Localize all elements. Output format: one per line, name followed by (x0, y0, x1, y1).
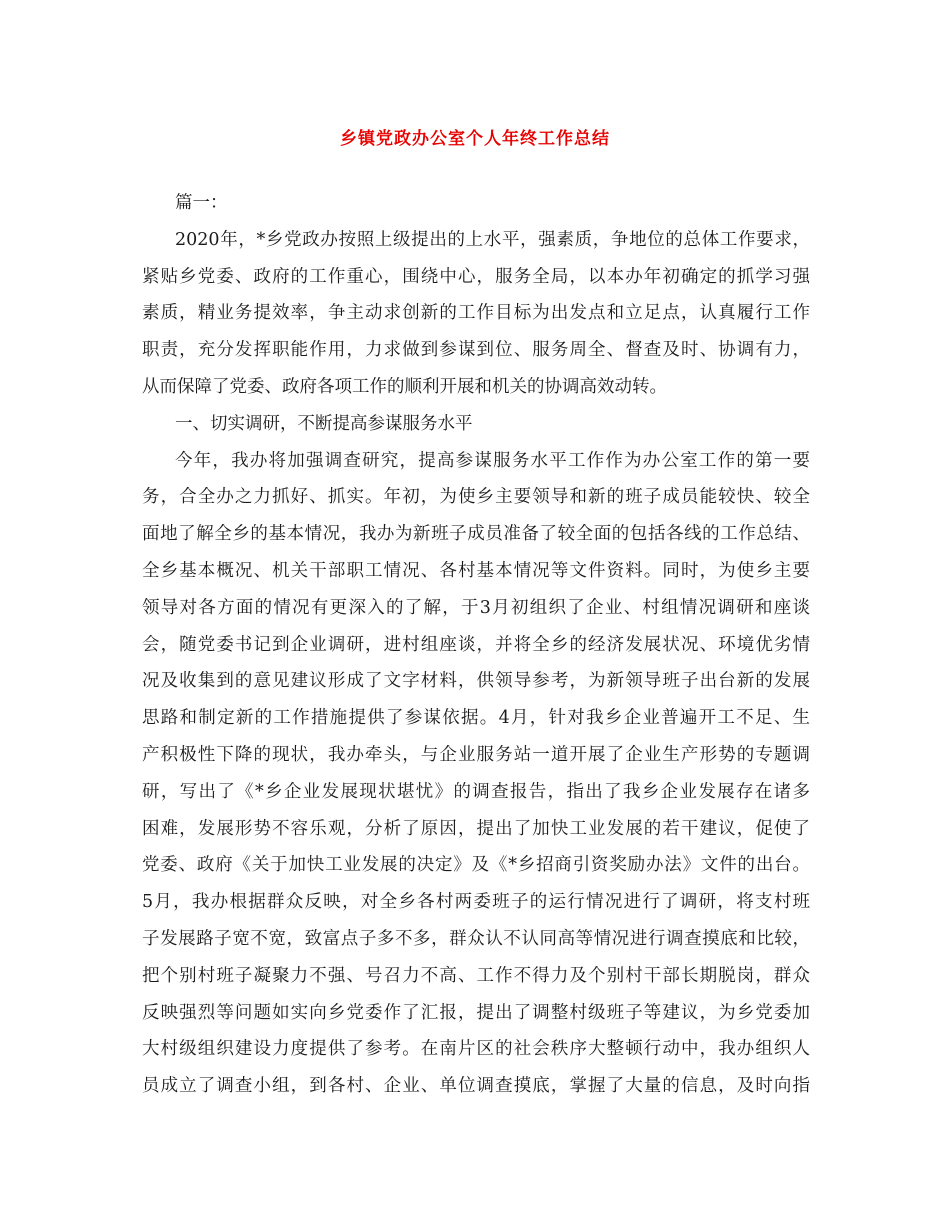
body-line: 紧贴乡党委、政府的工作重心，围绕中心，服务全局，以本办年初确定的抓学习强 (142, 266, 810, 287)
body-line: 大村级组织建设力度提供了参考。在南片区的社会秩序大整顿行动中，我办组织人 (142, 1039, 810, 1060)
body-line: 子发展路子宽不宽，致富点子多不多，群众认不认同高等情况进行调查摸底和比较， (142, 928, 810, 949)
body-line: 反映强烈等问题如实向乡党委作了汇报，提出了调整村级班子等建议，为乡党委加 (142, 1002, 810, 1023)
body-line: 况及收集到的意见建议形成了文字材料，供领导参考，为新领导班子出台新的发展 (142, 671, 810, 692)
section-label: 篇一： (175, 193, 228, 213)
body-line: 今年，我办将加强调查研究，提高参谋服务水平工作作为办公室工作的第一要 (175, 450, 810, 471)
body-line: 产积极性下降的现状，我办牵头，与企业服务站一道开展了企业生产形势的专题调 (142, 744, 810, 765)
body-line: 党委、政府《关于加快工业发展的决定》及《*乡招商引资奖励办法》文件的出台。 (142, 855, 810, 876)
body-line: 会，随党委书记到企业调研，进村组座谈，并将全乡的经济发展状况、环境优劣情 (142, 634, 810, 655)
section-heading: 一、切实调研，不断提高参谋服务水平 (175, 413, 473, 434)
body-line: 2020年，*乡党政办按照上级提出的上水平，强素质，争地位的总体工作要求， (175, 229, 810, 250)
body-line: 从而保障了党委、政府各项工作的顺利开展和机关的协调高效动转。 (142, 376, 667, 397)
body-line: 务，合全办之力抓好、抓实。年初，为使乡主要领导和新的班子成员能较快、较全 (142, 487, 810, 508)
body-line: 把个别村班子凝聚力不强、号召力不高、工作不得力及个别村干部长期脱岗，群众 (142, 965, 810, 986)
document-body (142, 185, 810, 1105)
body-line: 员成立了调查小组，到各村、企业、单位调查摸底，掌握了大量的信息，及时向指 (142, 1076, 810, 1097)
body-line: 全乡基本概况、机关干部职工情况、各村基本情况等文件资料。同时，为使乡主要 (142, 560, 810, 581)
body-line: 研，写出了《*乡企业发展现状堪忧》的调查报告，指出了我乡企业发展存在诸多 (142, 781, 810, 802)
body-line: 素质，精业务提效率，争主动求创新的工作目标为出发点和立足点，认真履行工作 (142, 303, 810, 324)
body-line: 困难，发展形势不容乐观，分析了原因，提出了加快工业发展的若干建议，促使了 (142, 818, 810, 839)
body-line: 5月，我办根据群众反映，对全乡各村两委班子的运行情况进行了调研，将支村班 (142, 892, 810, 913)
body-line: 职责，充分发挥职能作用，力求做到参谋到位、服务周全、督查及时、协调有力， (142, 340, 810, 361)
document-title: 乡镇党政办公室个人年终工作总结 (340, 129, 610, 149)
body-line: 面地了解全乡的基本情况，我办为新班子成员准备了较全面的包括各线的工作总结、 (142, 524, 810, 545)
body-line: 领导对各方面的情况有更深入的了解，于3月初组织了企业、村组情况调研和座谈 (142, 597, 810, 618)
body-line: 思路和制定新的工作措施提供了参谋依据。4月，针对我乡企业普遍开工不足、生 (142, 708, 810, 729)
